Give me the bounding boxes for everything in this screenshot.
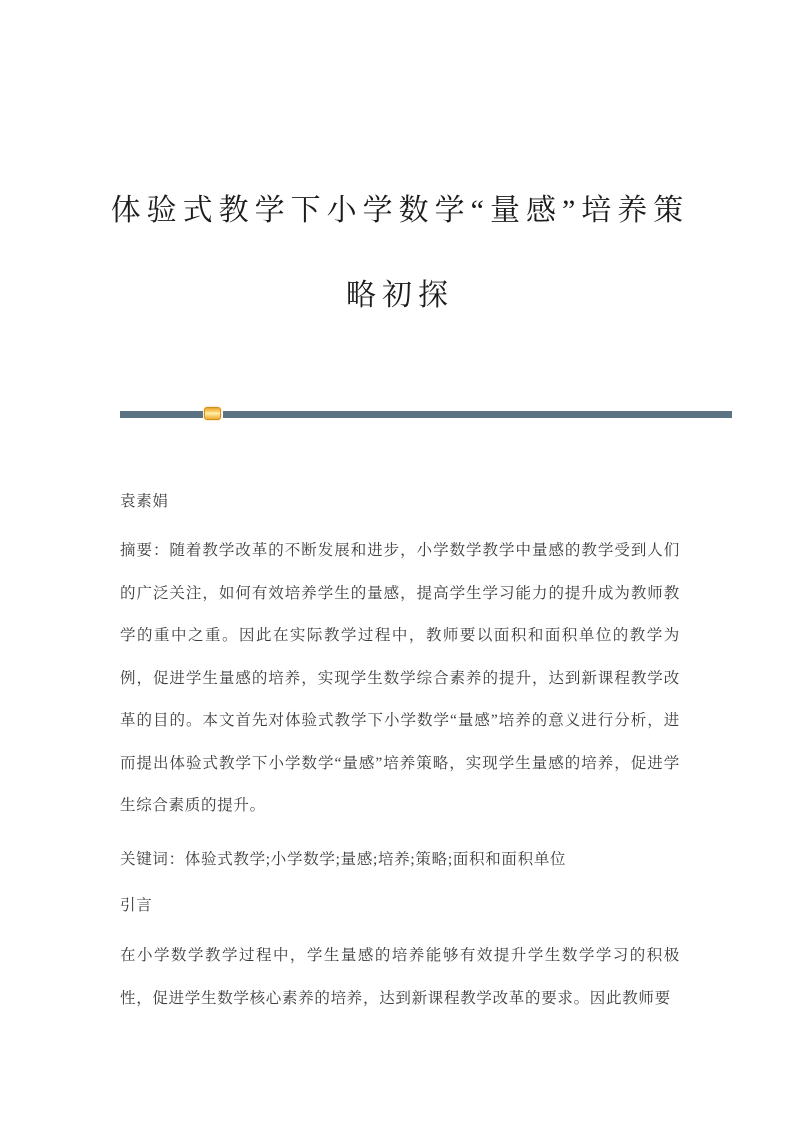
- abstract-block: [120, 530, 680, 828]
- folder-icon: [204, 407, 221, 420]
- author-block: [120, 481, 680, 524]
- section-heading-block: [120, 885, 680, 928]
- intro-text: 在小学数学教学过程中，学生量感的培养能够有效提升学生数学学习的积极性，促进学生数学核心素养的培养，达到新课程教学改革的要求。因此教师要: [120, 947, 680, 1007]
- page-title-line-1: 体验式教学下小学数学“量感”培养策: [110, 194, 690, 227]
- keywords-block: [120, 839, 680, 882]
- author-name: 袁素娟: [120, 493, 169, 510]
- intro-block: [120, 935, 680, 1020]
- page-title-line-2: 略初探: [346, 279, 454, 312]
- keywords-text: 关键词：体验式教学;小学数学;量感;培养;策略;面积和面积单位: [120, 851, 567, 868]
- page-title: [40, 168, 760, 338]
- title-divider: [120, 405, 732, 423]
- abstract-text: 摘要：随着教学改革的不断发展和进步，小学数学教学中量感的教学受到人们的广泛关注，如何有效培养学生的量感，提高学生学习能力的提升成为教师教学的重中之重。因此在实际教学过程中，教师要以面积和面积单位的教学为例，促进学生量感的培养，实现学生数学综合素养的提升，达到新课程教学改革的目的。本文首先对体验式教学下小学数学“量感”培养的意义进行分析，进而提出体验式教学下小学数学“量感”培养策略，实现学生量感的培养，促进学生综合素质的提升。: [120, 542, 680, 814]
- section-heading: 引言: [120, 897, 153, 914]
- divider-bar-right: [223, 411, 732, 418]
- divider-bar-left: [120, 411, 203, 418]
